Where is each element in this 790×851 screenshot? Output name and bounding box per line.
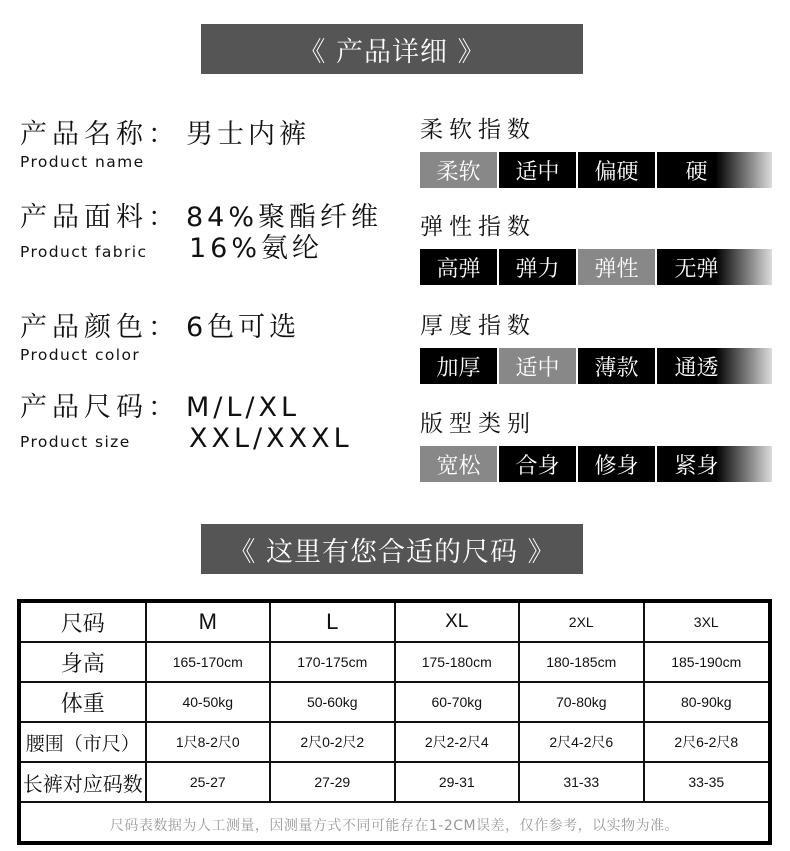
info-english-label: Product name <box>20 153 145 171</box>
index-option: 硬 <box>685 159 708 185</box>
table-row <box>21 762 768 802</box>
section-banner-size-guide: 《 这里有您合适的尺码 》 <box>201 524 583 574</box>
table-header-row <box>21 603 768 642</box>
size-table <box>17 599 772 845</box>
table-cell: 31-33 <box>519 762 644 802</box>
table-cell: 2尺4-2尺6 <box>519 722 644 762</box>
table-row <box>21 722 768 762</box>
table-header-cell: XL <box>395 603 520 642</box>
table-row <box>21 642 768 682</box>
size-table-note: 尺码表数据为人工测量，因测量方式不同可能存在1-2CM误差，仅作参考，以实物为准。 <box>109 818 680 834</box>
table-cell: 50-60kg <box>270 682 395 722</box>
table-cell: 80-90kg <box>644 682 769 722</box>
table-cell: 170-175cm <box>270 642 395 682</box>
table-cell: 165-170cm <box>146 642 271 682</box>
table-cell: 27-29 <box>270 762 395 802</box>
info-product-name <box>20 112 310 171</box>
table-cell: 60-70kg <box>395 682 520 722</box>
info-label: 产品尺码： <box>20 392 180 423</box>
info-label: 产品颜色： <box>20 312 180 343</box>
info-value: 男士内裤 <box>186 119 310 150</box>
index-title: 版型类别 <box>420 411 536 437</box>
index-option: 高弹 <box>420 249 499 285</box>
index-bar <box>420 249 772 285</box>
table-cell: 2尺6-2尺8 <box>644 722 769 762</box>
table-header-cell: L <box>270 603 395 642</box>
index-option: 薄款 <box>578 348 657 384</box>
info-english-label: Product size <box>20 433 131 451</box>
index-option: 适中 <box>499 152 578 188</box>
table-cell: 40-50kg <box>146 682 271 722</box>
section-banner-product-details: 《 产品详细 》 <box>201 24 583 74</box>
index-option: 紧身 <box>674 453 719 479</box>
info-value-line2: XXL/XXXL <box>189 423 353 454</box>
info-english-label: Product fabric <box>20 243 148 261</box>
table-header-cell: 3XL <box>644 603 769 642</box>
table-header-cell: 2XL <box>519 603 644 642</box>
table-cell: 1尺8-2尺0 <box>146 722 271 762</box>
index-option: 无弹 <box>674 256 719 282</box>
table-row <box>21 682 768 722</box>
table-cell: 25-27 <box>146 762 271 802</box>
table-cell: 185-190cm <box>644 642 769 682</box>
index-option: 合身 <box>499 446 578 482</box>
softness-index <box>420 111 772 188</box>
index-option: 适中 <box>499 348 578 384</box>
thickness-index <box>420 307 772 384</box>
table-cell: 180-185cm <box>519 642 644 682</box>
index-option: 宽松 <box>420 446 499 482</box>
table-row-label: 长裤对应码数 <box>21 762 146 802</box>
index-option: 修身 <box>578 446 657 482</box>
index-title: 弹性指数 <box>420 214 536 240</box>
table-cell: 33-35 <box>644 762 769 802</box>
table-cell: 70-80kg <box>519 682 644 722</box>
table-row-label: 体重 <box>21 682 146 722</box>
info-label: 产品面料： <box>20 202 180 233</box>
index-option: 通透 <box>674 355 719 381</box>
table-cell: 175-180cm <box>395 642 520 682</box>
index-title: 厚度指数 <box>420 313 536 339</box>
table-cell: 2尺0-2尺2 <box>270 722 395 762</box>
table-cell: 29-31 <box>395 762 520 802</box>
info-value: 84%聚酯纤维 <box>186 202 383 233</box>
info-label: 产品名称： <box>20 119 180 150</box>
index-option: 加厚 <box>420 348 499 384</box>
table-header-cell: M <box>146 603 271 642</box>
info-product-color <box>20 305 300 364</box>
fit-type-index <box>420 405 772 482</box>
index-option: 弹力 <box>499 249 578 285</box>
index-bar <box>420 446 772 482</box>
info-value: M/L/XL <box>186 392 301 423</box>
index-option: 偏硬 <box>578 152 657 188</box>
index-option: 弹性 <box>578 249 657 285</box>
index-bar <box>420 152 772 188</box>
info-product-fabric <box>20 195 382 264</box>
table-row-label: 身高 <box>21 642 146 682</box>
info-product-size <box>20 385 353 454</box>
table-header-cell: 尺码 <box>21 603 146 642</box>
elasticity-index <box>420 208 772 285</box>
info-value: 6色可选 <box>186 312 301 343</box>
info-value-line2: 16%氨纶 <box>189 233 324 264</box>
index-title: 柔软指数 <box>420 117 536 143</box>
index-option: 柔软 <box>420 152 499 188</box>
table-cell: 2尺2-2尺4 <box>395 722 520 762</box>
info-english-label: Product color <box>20 346 141 364</box>
index-bar <box>420 348 772 384</box>
table-row-label: 腰围（市尺） <box>21 722 146 762</box>
